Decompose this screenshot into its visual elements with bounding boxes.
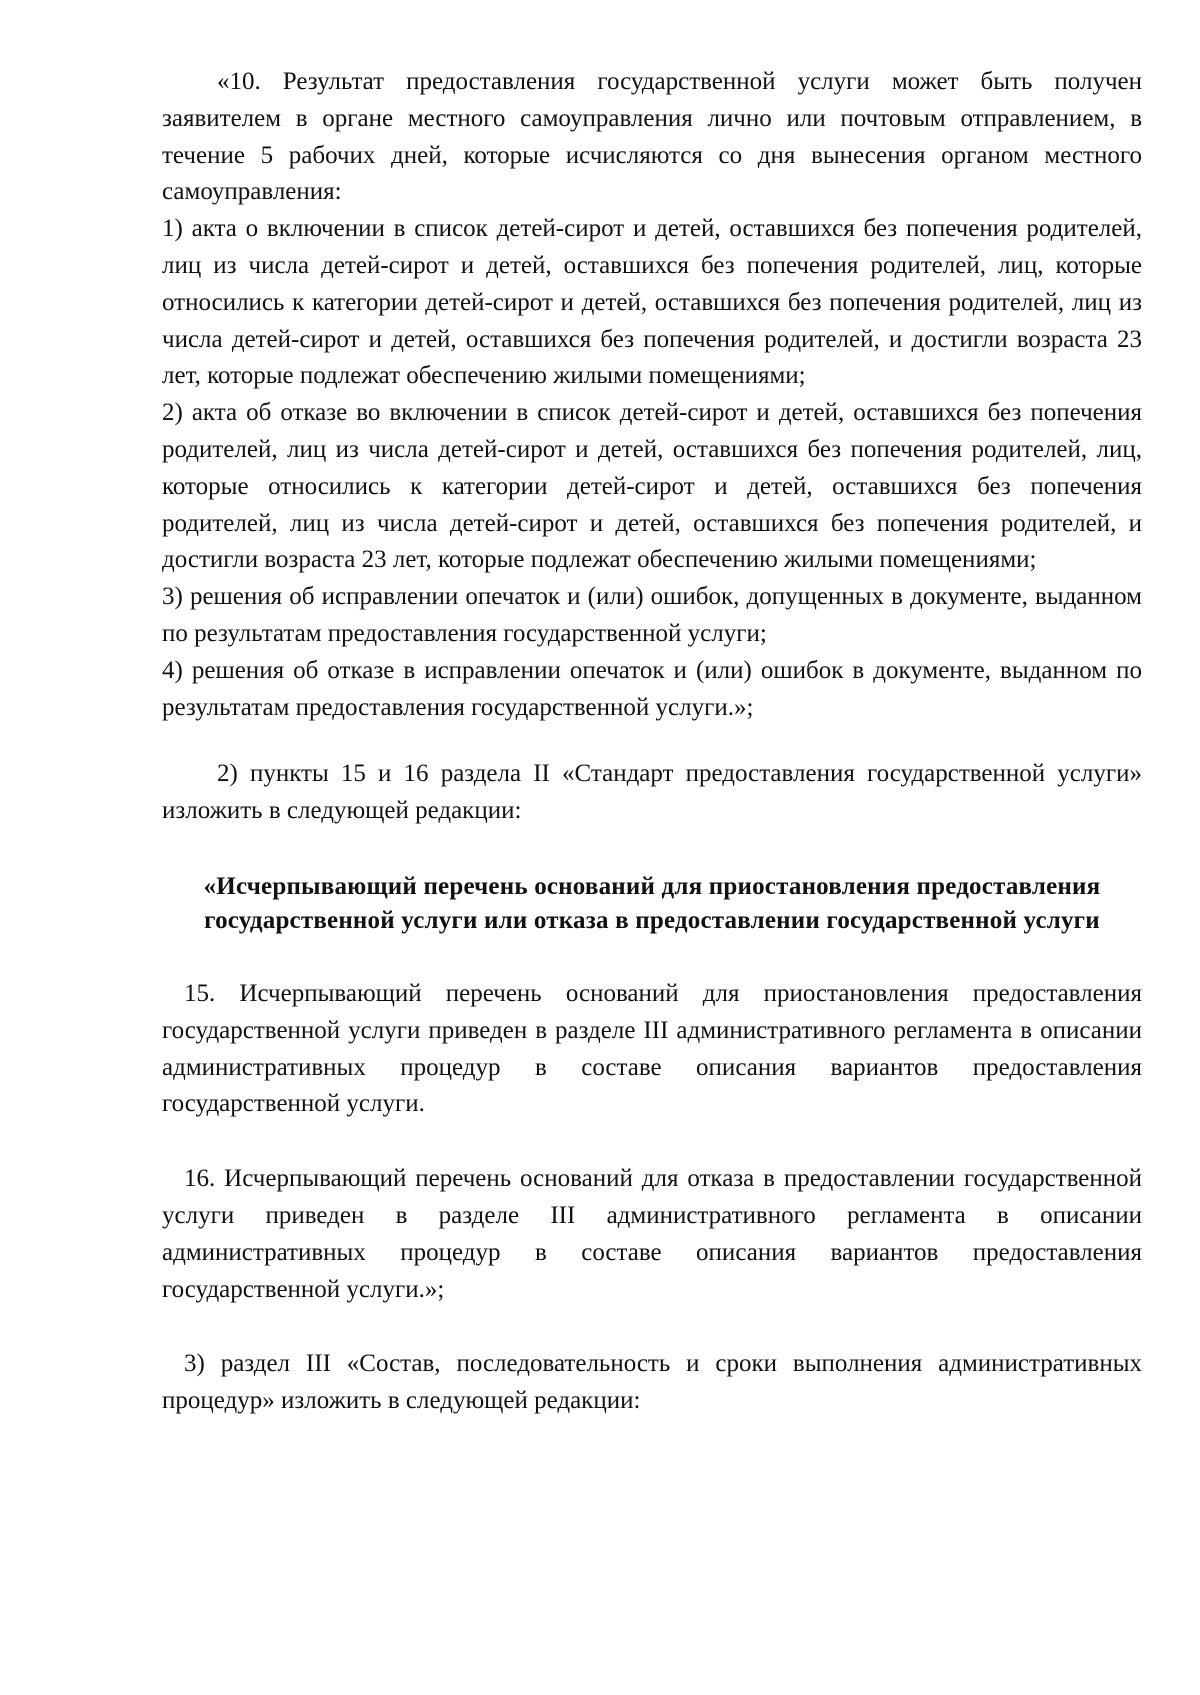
list-item-4: 4) решения об отказе в исправлении опечаток и (или) ошибок в документе, выданном по результатам предоставления государственной услуги.»; <box>162 656 1142 721</box>
list-item-1: 1) акта о включении в список детей-сирот и детей, оставшихся без попечения родителей, лиц из числа детей-сирот и детей, оставшихся без попечения родителей, лиц, которые относились к категории детей-сирот и детей, оставшихся без попечения родителей, лиц из числа детей-сирот и детей, оставшихся без попечения родителей, и достигли возраста 23 лет, которые подлежат обеспечению жилыми помещениями; <box>162 215 1142 390</box>
section-heading: «Исчерпывающий перечень оснований для приостановления предоставления государственной услуги или отказа в предоставлении государственной услуги <box>203 872 1101 934</box>
item-16-paragraph: 16. Исчерпывающий перечень оснований для отказа в предоставлении государственной услуги приведен в разделе III административного регламента в описании административных процедур в составе описания вариантов предоставления государственной услуги.»; <box>162 1165 1142 1303</box>
list-item-3: 3) решения об исправлении опечаток и (или) ошибок, допущенных в документе, выданном по результатам предоставления государственной услуги; <box>162 583 1142 647</box>
paragraph-10-intro: «10. Результат предоставления государственной услуги может быть получен заявителем в органе местного самоуправления лично или почтовым отправлением, в течение 5 рабочих дней, которые исчисляются со дня вынесения органом местного самоуправления: <box>162 68 1142 206</box>
list-item-2: 2) акта об отказе во включении в список детей-сирот и детей, оставшихся без попечения родителей, лиц из числа детей-сирот и детей, оставшихся без попечения родителей, лиц, которые относились к категории детей-сирот и детей, оставшихся без попечения родителей, лиц из числа детей-сирот и детей, оставшихся без попечения родителей, и достигли возраста 23 лет, которые подлежат обеспечению жилыми помещениями; <box>162 399 1142 574</box>
item-15-paragraph: 15. Исчерпывающий перечень оснований для приостановления предоставления государственной услуги приведен в разделе III административного регламента в описании административных процедур в составе описания вариантов предоставления государственной услуги. <box>162 979 1142 1118</box>
amendment-2-paragraph: 2) пункты 15 и 16 раздела II «Стандарт предоставления государственной услуги» изложить в следующей редакции: <box>162 760 1142 825</box>
document-page <box>162 64 1142 1420</box>
amendment-3-paragraph: 3) раздел III «Состав, последовательность и сроки выполнения административных процедур» изложить в следующей редакции: <box>162 1350 1142 1415</box>
